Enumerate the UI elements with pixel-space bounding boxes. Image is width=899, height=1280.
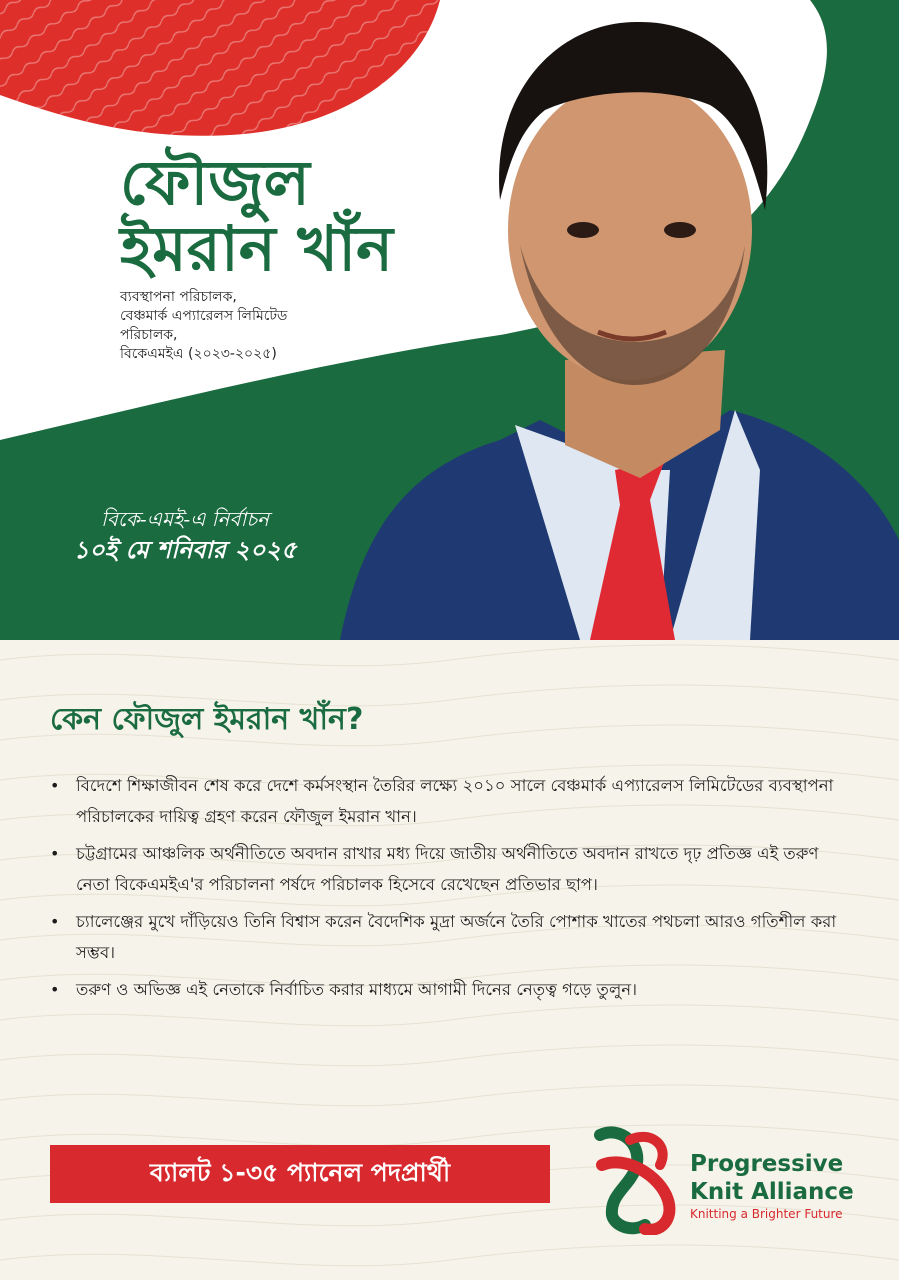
point-text: তরুণ ও অভিজ্ঞ এই নেতাকে নির্বাচিত করার মাধ্যমে আগামী দিনের নেতৃত্ব গড়ে তুলুন। (76, 980, 637, 999)
role-line: পরিচালক, (120, 327, 178, 343)
list-item (50, 838, 850, 900)
list-item (50, 770, 850, 832)
bullet-icon: • (50, 912, 60, 931)
role-line: বিকেএমইএ (২০২৩-২০২৫) (120, 346, 277, 362)
role-line: বেঞ্চমার্ক এপ্যারেলস লিমিটেড (120, 308, 288, 324)
list-item (50, 906, 850, 968)
bullet-icon: • (50, 844, 60, 863)
why-heading: কেন ফৌজুল ইমরান খাঁন? (50, 702, 364, 737)
election-info (40, 505, 330, 567)
logo-tagline: Knitting a Brighter Future (690, 1207, 843, 1221)
logo-name-line1: Progressive (690, 1151, 844, 1177)
role-line: ব্যবস্থাপনা পরিচালক, (120, 289, 237, 305)
list-item (50, 974, 850, 1005)
candidate-portrait (340, 0, 899, 640)
progressive-knit-alliance-logo (590, 1125, 870, 1235)
knot-logo-icon (590, 1125, 682, 1235)
ballot-banner: ব্যালট ১-৩৫ প্যানেল পদপ্রার্থী (50, 1145, 550, 1203)
why-points-list (50, 770, 850, 1011)
election-title: বিকে-এমই-এ নির্বাচন (100, 507, 269, 531)
logo-name-line2: Knit Alliance (690, 1179, 854, 1205)
bullet-icon: • (50, 980, 60, 999)
election-date: ১০ই মে শনিবার ২০২৫ (73, 535, 297, 564)
point-text: চট্টগ্রামের আঞ্চলিক অর্থনীতিতে অবদান রাখার মধ্য দিয়ে জাতীয় অর্থনীতিতে অবদান রাখতে দৃঢ় প্রতিজ্ঞ এই তরুণ নেতা বিকেএমইএ'র পরিচালনা পর্ষদে পরিচালক হিসেবে রেখেছেন প্রতিভার ছাপ। (76, 844, 819, 894)
candidate-name (120, 146, 460, 285)
point-text: বিদেশে শিক্ষাজীবন শেষ করে দেশে কর্মসংস্থান তৈরির লক্ষ্যে ২০১০ সালে বেঞ্চমার্ক এপ্যারেলস লিমিটেডের ব্যবস্থাপনা পরিচালকের দায়িত্ব গ্রহণ করেন ফৌজুল ইমরান খান। (76, 776, 834, 826)
candidate-name-line2: ইমরান খাঁন (120, 212, 394, 285)
candidate-name-line1: ফৌজুল (120, 146, 310, 219)
details-section (0, 640, 899, 1280)
bullet-icon: • (50, 776, 60, 795)
point-text: চ্যালেঞ্জের মুখে দাঁড়িয়েও তিনি বিশ্বাস করেন বৈদেশিক মুদ্রা অর্জনে তৈরি পোশাক খাতের পথচলা আরও গতিশীল করা সম্ভব। (76, 912, 837, 962)
candidate-roles (120, 288, 420, 364)
